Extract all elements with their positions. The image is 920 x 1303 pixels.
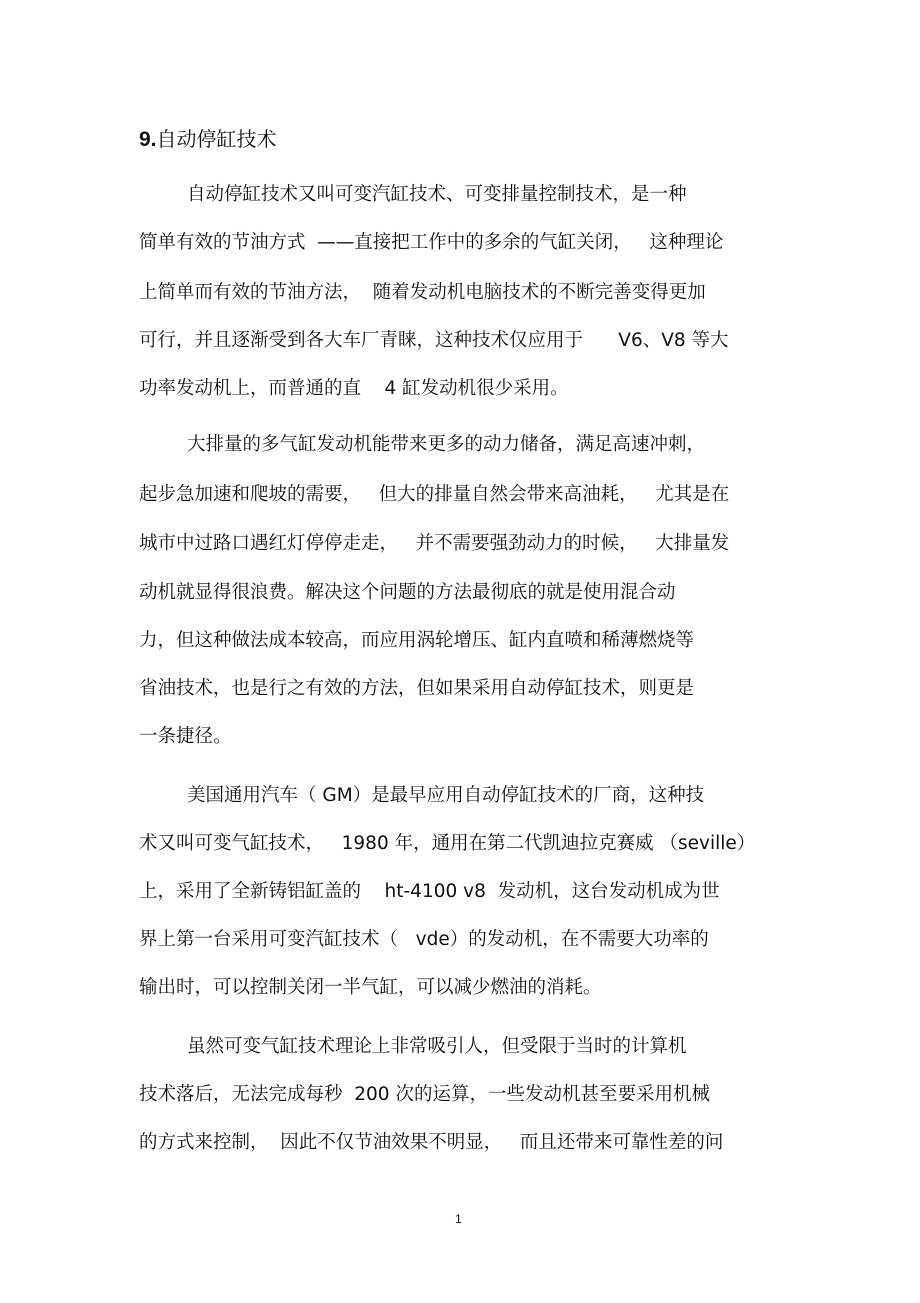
page-number: 1 <box>455 1212 462 1226</box>
paragraph-line: 一条捷径。 <box>139 726 232 747</box>
paragraph-line: 城市中过路口遇红灯停停走走， 并不需要强劲动力的时候， 大排量发 <box>139 533 730 554</box>
paragraph-line: 界上第一台采用可变汽缸技术（ vde）的发动机，在不需要大功率的 <box>139 929 709 950</box>
section-title: 自动停缸技术 <box>156 127 277 151</box>
paragraph-line: 简单有效的节油方式 ——直接把工作中的多余的气缸关闭， 这种理论 <box>139 232 724 253</box>
paragraph-line: 力，但这种做法成本较高，而应用涡轮增压、缸内直喷和稀薄燃烧等 <box>139 630 695 651</box>
section-heading <box>139 124 277 155</box>
paragraph-line: 大排量的多气缸发动机能带来更多的动力储备，满足高速冲刺， <box>187 434 706 455</box>
paragraph-line: 术又叫可变气缸技术， 1980 年，通用在第二代凯迪拉克赛威 （seville） <box>139 833 756 854</box>
paragraph-line: 美国通用汽车（ GM）是最早应用自动停缸技术的厂商，这种技 <box>187 785 705 806</box>
paragraph-line: 可行，并且逐渐受到各大车厂青睐，这种技术仅应用于 V6、V8 等大 <box>139 330 729 351</box>
paragraph-line: 虽然可变气缸技术理论上非常吸引人，但受限于当时的计算机 <box>187 1036 687 1057</box>
paragraph-line: 省油技术，也是行之有效的方法，但如果采用自动停缸技术，则更是 <box>139 678 695 699</box>
paragraph-line: 上，采用了全新铸铝缸盖的 ht-4100 v8 发动机，这台发动机成为世 <box>139 881 720 902</box>
paragraph-line: 输出时，可以控制关闭一半气缸，可以减少燃油的消耗。 <box>139 977 602 998</box>
paragraph-line: 功率发动机上，而普通的直 4 缸发动机很少采用。 <box>139 378 569 399</box>
paragraph-line: 技术落后，无法完成每秒 200 次的运算，一些发动机甚至要采用机械 <box>139 1084 710 1105</box>
paragraph-line: 起步急加速和爬坡的需要， 但大的排量自然会带来高油耗， 尤其是在 <box>139 484 730 505</box>
paragraph-line: 自动停缸技术又叫可变汽缸技术、可变排量控制技术，是一种 <box>187 184 687 205</box>
paragraph-line: 上简单而有效的节油方法， 随着发动机电脑技术的不断完善变得更加 <box>139 282 706 303</box>
paragraph-line: 的方式来控制， 因此不仅节油效果不明显， 而且还带来可靠性差的问 <box>139 1132 724 1153</box>
section-number: 9. <box>139 128 157 151</box>
paragraph-line: 动机就显得很浪费。解决这个问题的方法最彻底的就是使用混合动 <box>139 582 676 603</box>
